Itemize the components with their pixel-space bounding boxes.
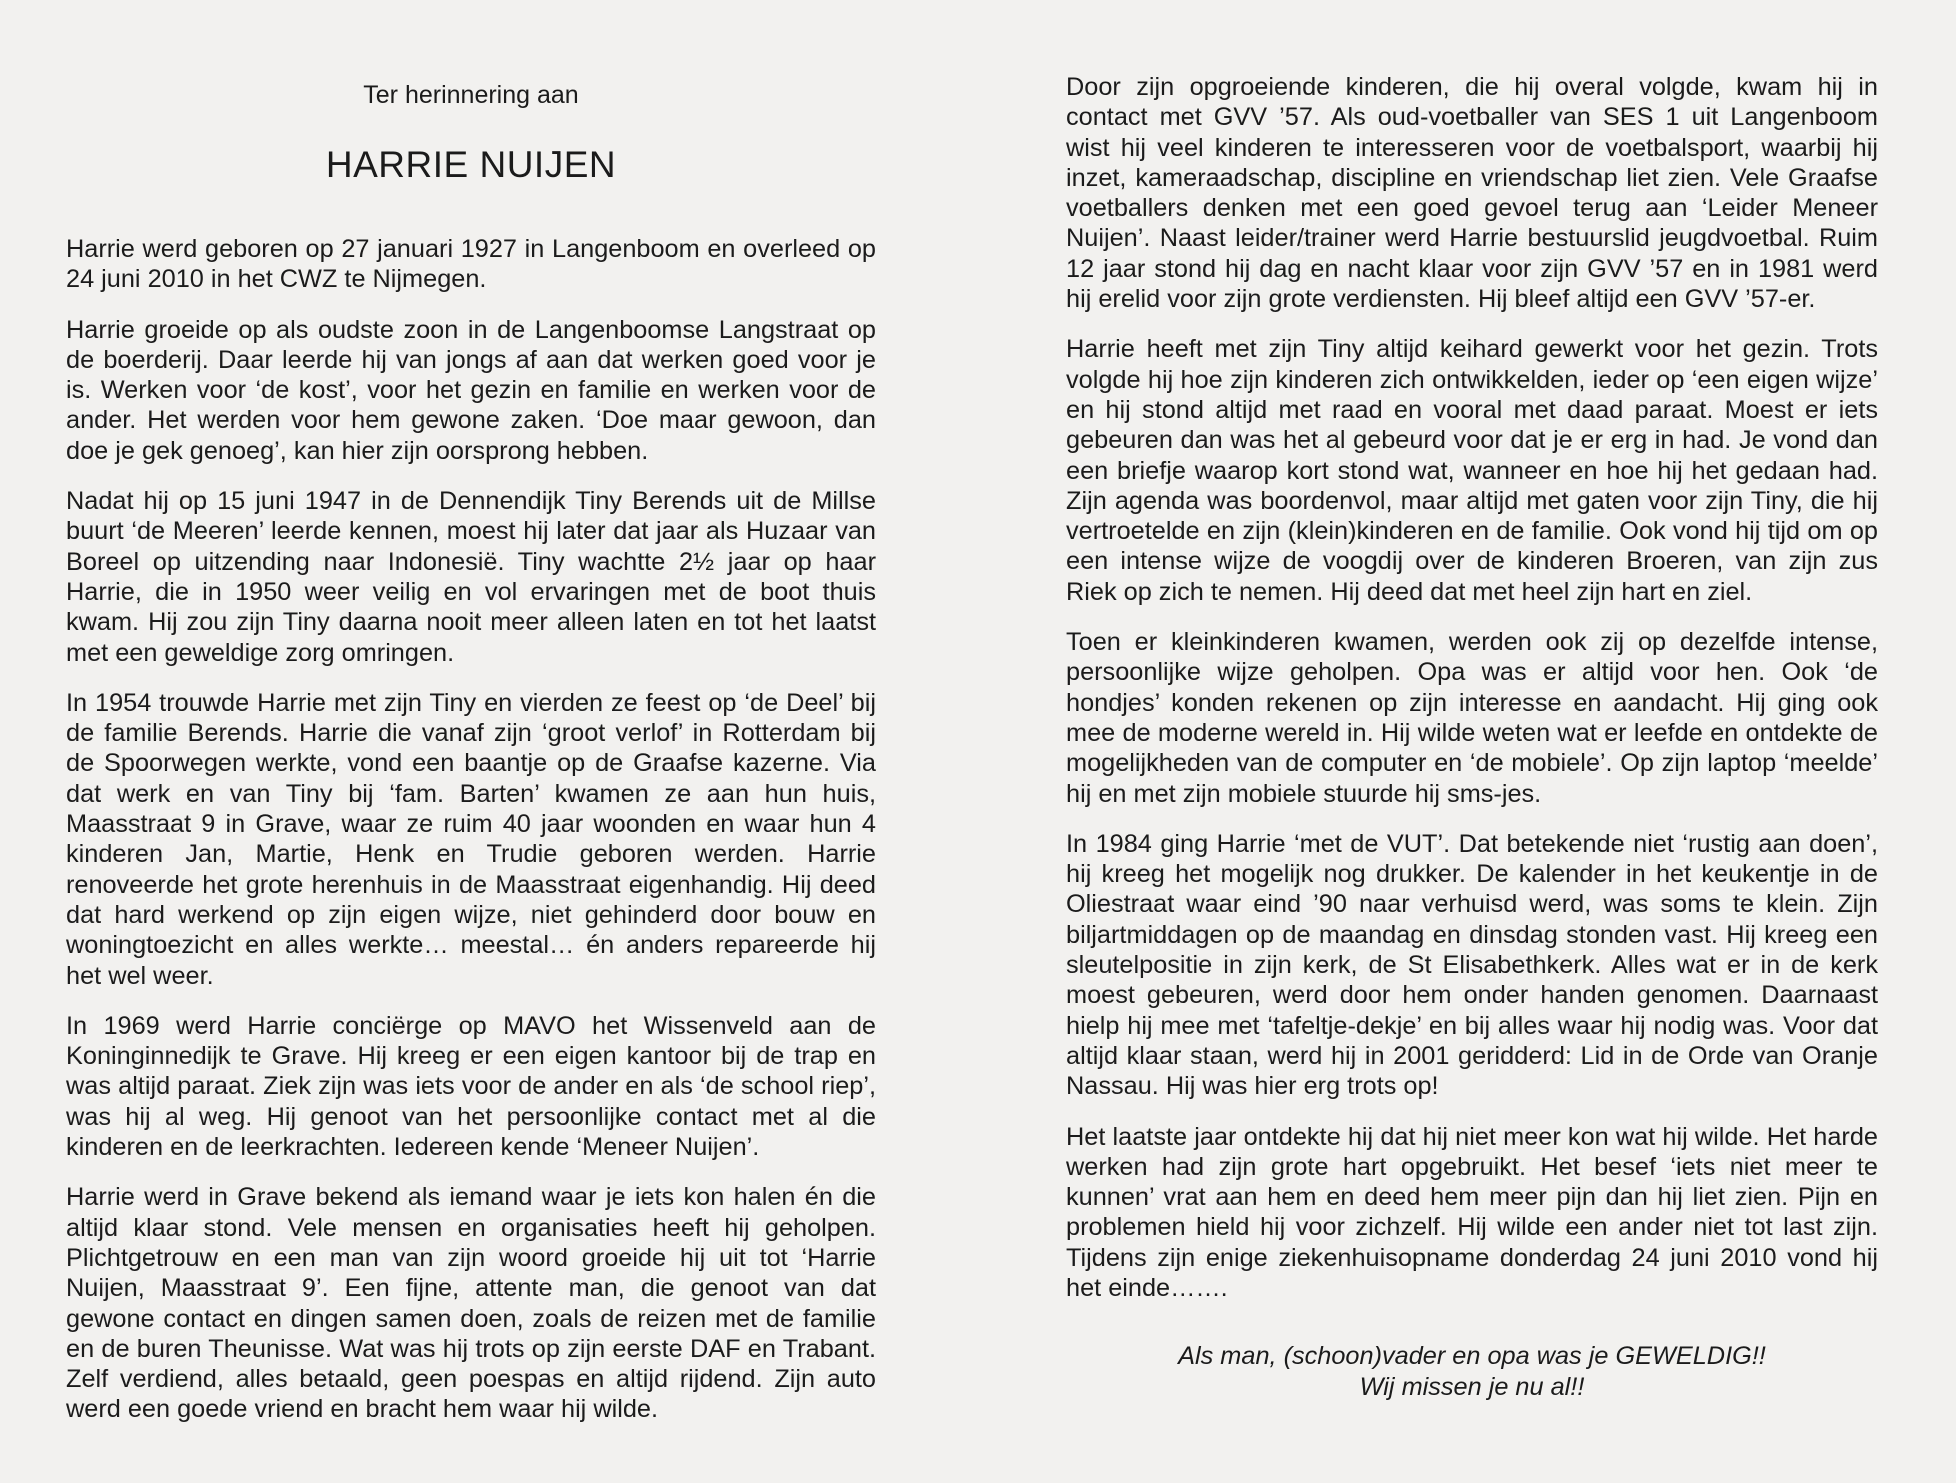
closing-message <box>1066 1341 1878 1402</box>
left-paragraphs <box>66 234 876 1425</box>
closing-line-2: Wij missen je nu al!! <box>1359 1372 1585 1401</box>
paragraph-marriage: In 1954 trouwde Harrie met zijn Tiny en vierden ze feest op ‘de Deel’ bij de familie Berends. Harrie die vanaf zijn ‘groot verlof’ in Rotterdam bij de Spoorwegen werkte, vond een baantje op de Graafse kazerne. Via dat werk en van Tiny bij ‘fam. Barten’ kwamen ze aan hun huis, Maasstraat 9 in Grave, waar ze ruim 40 jaar woonden en waar hun 4 kinderen Jan, Martie, Henk en Trudie geboren werden. Harrie renoveerde het grote herenhuis in de Maasstraat eigenhandig. Hij deed dat hard werkend op zijn eigen wijze, niet gehinderd door bouw en woningtoezicht en alles werkte… meestal… én anders repareerde hij het wel weer. <box>66 688 876 990</box>
paragraph-grave: Harrie werd in Grave bekend als iemand waar je iets kon halen én die altijd klaar stond. Vele mensen en organisaties heeft hij geholpen. Plichtgetrouw en een man van zijn woord groeide hij uit tot ‘Harrie Nuijen, Maasstraat 9’. Een fijne, attente man, die genoot van dat gewone contact en dingen samen doen, zoals de reizen met de familie en de buren Theunisse. Wat was hij trots op zijn eerste DAF en Trabant. Zelf verdiend, alles betaald, geen poespas en altijd rijdend. Zijn auto werd een goede vriend en bracht hem waar hij wilde. <box>66 1183 876 1424</box>
paragraph-youth: Harrie groeide op als oudste zoon in de Langenboomse Langstraat op de boerderij. Daar leerde hij van jongs af aan dat werken goed voor je is. Werken voor ‘de kost’, voor het gezin en familie en werken voor de ander. Het werden voor hem gewone zaken. ‘Doe maar gewoon, dan doe je gek genoeg’, kan hier zijn oorsprong hebben. <box>66 315 876 465</box>
paragraph-family: Harrie heeft met zijn Tiny altijd keihard gewerkt voor het gezin. Trots volgde hij hoe zijn kinderen zich ontwikkelden, ieder op ‘een eigen wijze’ en hij stond altijd met raad en vooral met daad paraat. Moest er iets gebeuren dan was het al gebeurd voor dat je er erg in had. Je vond dan een briefje waarop kort stond wat, wanneer en hoe hij het gedaan had. Zijn agenda was boordenvol, maar altijd met gaten voor zijn Tiny, die hij vertroetelde en zijn (klein)kinderen en de familie. Ook vond hij tijd om op een intense wijze de voogdij over de kinderen Broeren, van zijn zus Riek op zich te nemen. Hij deed dat met heel zijn hart en ziel. <box>1066 335 1878 606</box>
paragraph-last-year: Het laatste jaar ontdekte hij dat hij niet meer kon wat hij wilde. Het harde werken had zijn grote hart opgebruikt. Het besef ‘iets niet meer te kunnen’ vrat aan hem en deed hem meer pijn dan hij liet zien. Pijn en problemen hield hij voor zichzelf. Hij wilde een ander niet tot last zijn. Tijdens zijn enige ziekenhuisopname donderdag 24 juni 2010 vond hij het einde……. <box>1066 1122 1878 1302</box>
paragraph-retirement: In 1984 ging Harrie ‘met de VUT’. Dat betekende niet ‘rustig aan doen’, hij kreeg het mogelijk nog drukker. De kalender in het keukentje in de Oliestraat waar eind ’90 naar verhuisd werd, was soms te klein. Zijn biljartmiddagen op de maandag en dinsdag stonden vast. Hij kreeg een sleutelpositie in zijn kerk, de St Elisabethkerk. Alles wat er in de kerk moest gebeuren, werd door hem onder handen genomen. Daarnaast hielp hij mee met ‘tafeltje-dekje’ en bij alles waar hij nodig was. Voor dat altijd klaar staan, werd hij in 2001 geridderd: Lid in de Orde van Oranje Nassau. Hij was hier erg trots op! <box>1066 829 1878 1101</box>
intro-text: Ter herinnering aan <box>363 81 579 109</box>
paragraph-concierge: In 1969 werd Harrie conciërge op MAVO het Wissenveld aan de Koninginnedijk te Grave. Hij kreeg er een eigen kantoor bij de trap en was altijd paraat. Ziek zijn was iets voor de ander en als ‘de school riep’, was hij al weg. Hij genoot van het persoonlijke contact met al die kinderen en de leerkrachten. Iedereen kende ‘Meneer Nuijen’. <box>66 1011 876 1162</box>
right-column <box>1066 0 1878 1402</box>
left-column <box>66 0 876 1445</box>
closing-line-1: Als man, (schoon)vader en opa was je GEWELDIG!! <box>1178 1342 1766 1371</box>
paragraph-birth: Harrie werd geboren op 27 januari 1927 in Langenboom en overleed op 24 juni 2010 in het CWZ te Nijmegen. <box>66 235 876 294</box>
paragraph-grandchildren: Toen er kleinkinderen kwamen, werden ook zij op dezelfde intense, persoonlijke wijze geholpen. Opa was er altijd voor hen. Ook ‘de hondjes’ konden rekenen op zijn interesse en aandacht. Hij ging ook mee de moderne wereld in. Hij wilde weten wat er leefde en ontdekte de mogelijkheden van de computer en ‘de mobiele’. Op zijn laptop ‘meelde’ hij en met zijn mobiele stuurde hij sms-jes. <box>1066 628 1878 808</box>
paragraph-football: Door zijn opgroeiende kinderen, die hij overal volgde, kwam hij in contact met GVV ’57. Als oud-voetballer van SES 1 uit Langenboom wist hij veel kinderen te interesseren voor de voetbalsport, waarbij hij inzet, kameraadschap, discipline en vriendschap liet zien. Vele Graafse voetballers denken met een goed gevoel terug aan ‘Leider Meneer Nuijen’. Naast leider/trainer werd Harrie bestuurslid jeugdvoetbal. Ruim 12 jaar stond hij dag en nacht klaar voor zijn GVV ’57 en in 1981 werd hij erelid voor zijn grote verdiensten. Hij bleef altijd een GVV ’57-er. <box>1066 73 1878 314</box>
deceased-name: HARRIE NUIJEN <box>325 144 617 185</box>
right-paragraphs <box>1066 72 1878 1303</box>
paragraph-meeting-tiny: Nadat hij op 15 juni 1947 in de Dennendijk Tiny Berends uit de Millse buurt ‘de Meeren’ leerde kennen, moest hij later dat jaar als Huzaar van Boreel op uitzending naar Indonesië. Tiny wachtte 2½ jaar op haar Harrie, die in 1950 weer veilig en vol ervaringen met de boot thuis kwam. Hij zou zijn Tiny daarna nooit meer alleen laten en tot het laatst met een geweldige zorg omringen. <box>66 487 876 667</box>
